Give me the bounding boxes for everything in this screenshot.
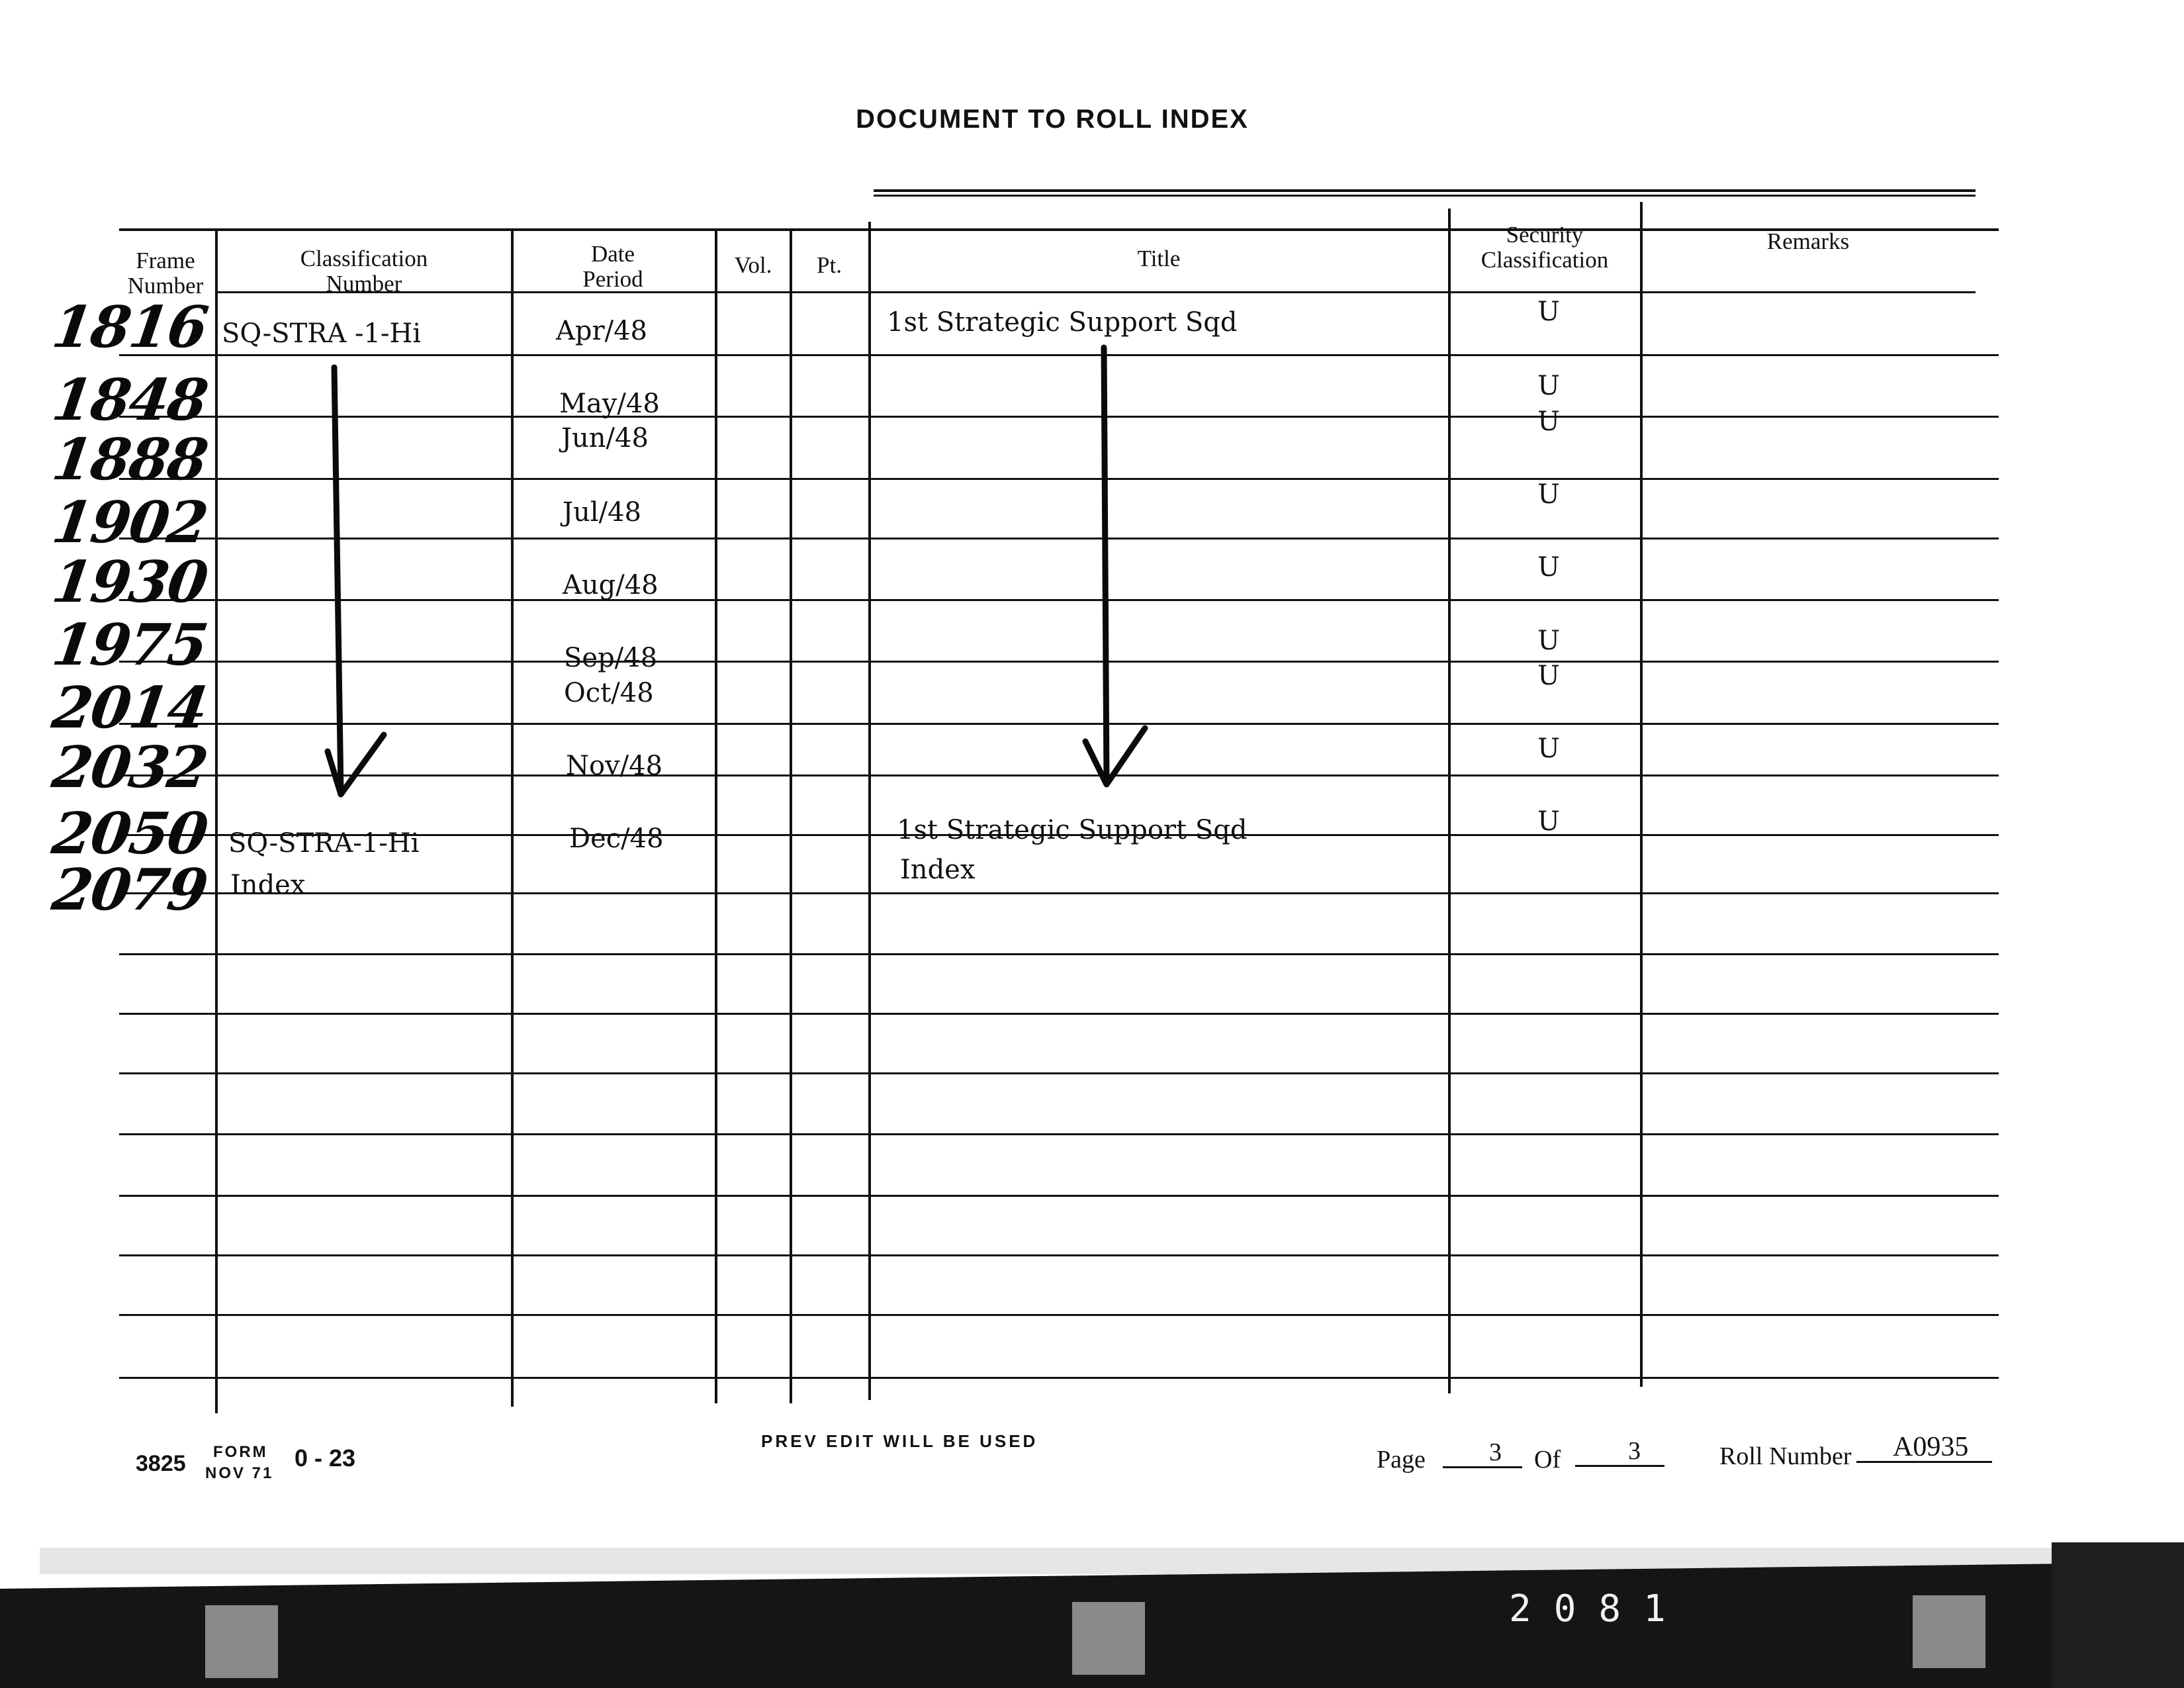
roll-number-label: Roll Number <box>1719 1442 1852 1470</box>
frame-number: 1888 <box>48 426 211 493</box>
header-date-period: Date Period <box>582 241 643 292</box>
classification-number: SQ-STRA-1-Hi <box>228 828 420 859</box>
form-code: 0 - 23 <box>295 1444 356 1472</box>
frame-number: 1902 <box>48 489 211 556</box>
date-period: Apr/48 <box>556 316 647 346</box>
date-period: Aug/48 <box>563 570 659 600</box>
date-period: Jun/48 <box>561 423 649 453</box>
frame-number: 2032 <box>48 734 211 801</box>
header-remarks: Remarks <box>1766 228 1850 254</box>
frame-number: 1930 <box>48 549 211 616</box>
date-period: Sep/48 <box>564 643 658 673</box>
security-classification: U <box>1537 733 1560 764</box>
frame-number: 1975 <box>48 612 211 679</box>
date-period: Dec/48 <box>569 823 664 854</box>
page-label: Page <box>1377 1446 1426 1474</box>
classification-arrowhead <box>328 735 384 794</box>
film-edge-band <box>0 1542 2184 1688</box>
document-title: 1st Strategic Support Sqd <box>887 307 1238 338</box>
form-number: 3825 <box>136 1451 186 1476</box>
date-period: May/48 <box>559 389 660 419</box>
prev-edit-note: PREV EDIT WILL BE USED <box>761 1431 1038 1451</box>
frame-number: 2050 <box>48 800 211 867</box>
roll-number-value: A0935 <box>1893 1432 1969 1462</box>
classification-number: Index <box>230 870 306 900</box>
security-classification: U <box>1537 371 1560 401</box>
header-title: Title <box>1137 246 1181 271</box>
classification-ditto-arrow <box>334 367 341 791</box>
roll-number-underline <box>1856 1461 1992 1463</box>
security-classification: U <box>1537 406 1560 437</box>
film-frame-number: 2081 <box>1509 1587 1688 1630</box>
form-label: FORM <box>213 1443 268 1461</box>
header-vol: Vol. <box>734 252 772 278</box>
security-classification: U <box>1537 626 1560 656</box>
header-frame-number: Frame Number <box>127 248 204 299</box>
security-classification: U <box>1537 661 1560 691</box>
date-period: Nov/48 <box>566 751 663 781</box>
frame-number: 1848 <box>48 367 211 434</box>
frame-number: 2079 <box>48 857 211 923</box>
of-underline <box>1575 1465 1664 1467</box>
classification-number: SQ-STRA -1-Hi <box>222 318 422 349</box>
header-security-classification: Security Classification <box>1480 222 1609 273</box>
security-classification: U <box>1537 552 1560 583</box>
form-title: DOCUMENT TO ROLL INDEX <box>856 105 1249 134</box>
header-classification-number: Classification Number <box>300 246 428 297</box>
of-value: 3 <box>1628 1437 1641 1465</box>
security-classification: U <box>1537 297 1560 327</box>
title-ditto-arrow <box>1104 348 1107 781</box>
document-title: 1st Strategic Support Sqd <box>897 815 1248 845</box>
header-pt: Pt. <box>817 252 842 278</box>
title-arrowhead <box>1085 728 1145 784</box>
frame-number: 2014 <box>48 675 211 741</box>
date-period: Jul/48 <box>563 497 641 528</box>
document-title: Index <box>900 855 976 885</box>
form-date: NOV 71 <box>205 1464 274 1482</box>
of-label: Of <box>1534 1446 1561 1474</box>
date-period: Oct/48 <box>564 678 654 708</box>
security-classification: U <box>1537 806 1560 837</box>
page-underline <box>1443 1466 1522 1468</box>
security-classification: U <box>1537 479 1560 510</box>
frame-number: 1816 <box>48 294 211 361</box>
page-value: 3 <box>1489 1438 1502 1466</box>
